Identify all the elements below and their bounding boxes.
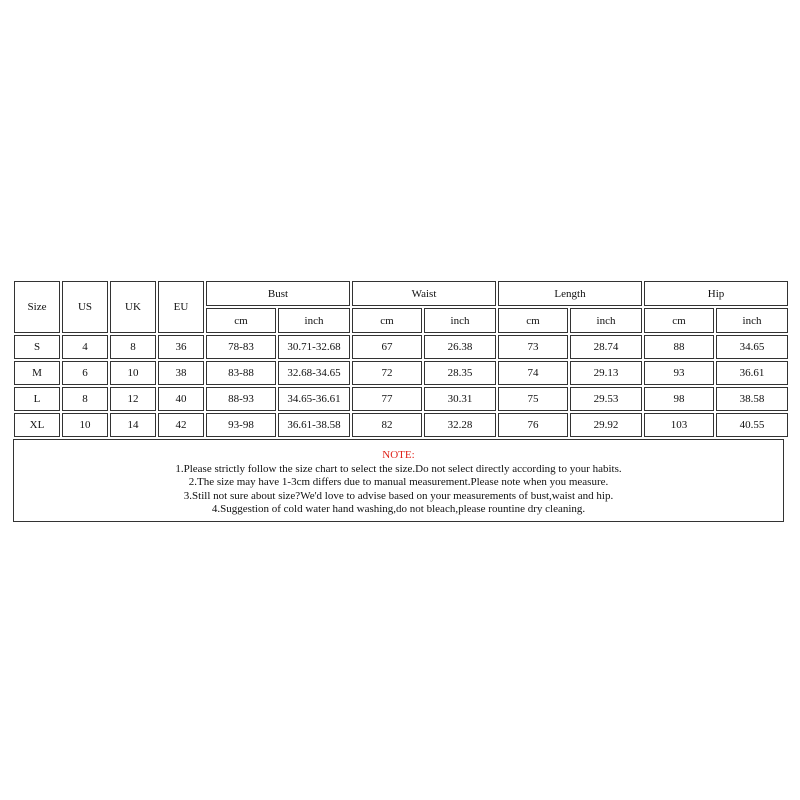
cell-hip-cm: 93	[644, 361, 714, 385]
cell-eu: 40	[158, 387, 204, 411]
cell-length-inch: 29.13	[570, 361, 642, 385]
cell-bust-cm: 88-93	[206, 387, 276, 411]
cell-size: XL	[14, 413, 60, 437]
size-chart	[12, 279, 787, 522]
header-row-groups	[14, 281, 788, 306]
header-length: Length	[498, 281, 642, 306]
cell-length-cm: 75	[498, 387, 568, 411]
note-line-4: 4.Suggestion of cold water hand washing,do not bleach,please rountine dry cleaning.	[211, 503, 586, 515]
cell-hip-cm: 103	[644, 413, 714, 437]
cell-bust-cm: 78-83	[206, 335, 276, 359]
header-waist-cm: cm	[352, 308, 422, 333]
cell-waist-cm: 82	[352, 413, 422, 437]
cell-hip-inch: 38.58	[716, 387, 788, 411]
cell-uk: 10	[110, 361, 156, 385]
header-eu: EU	[158, 281, 204, 333]
cell-size: L	[14, 387, 60, 411]
cell-eu: 36	[158, 335, 204, 359]
cell-bust-cm: 83-88	[206, 361, 276, 385]
cell-bust-inch: 34.65-36.61	[278, 387, 350, 411]
header-bust-inch: inch	[278, 308, 350, 333]
note-title: NOTE:	[382, 449, 415, 461]
cell-us: 4	[62, 335, 108, 359]
table-row	[14, 413, 788, 437]
header-waist: Waist	[352, 281, 496, 306]
cell-bust-inch: 30.71-32.68	[278, 335, 350, 359]
cell-waist-inch: 28.35	[424, 361, 496, 385]
cell-eu: 38	[158, 361, 204, 385]
cell-hip-inch: 34.65	[716, 335, 788, 359]
note-line-3: 3.Still not sure about size?We'd love to advise based on your measurements of bust,waist and hip.	[183, 489, 614, 502]
header-hip-cm: cm	[644, 308, 714, 333]
cell-length-inch: 28.74	[570, 335, 642, 359]
cell-hip-inch: 40.55	[716, 413, 788, 437]
header-hip-inch: inch	[716, 308, 788, 333]
size-rows	[14, 335, 788, 437]
cell-length-inch: 29.92	[570, 413, 642, 437]
cell-waist-cm: 72	[352, 361, 422, 385]
note-line-1: 1.Please strictly follow the size chart to select the size.Do not select directly according to your habits.	[175, 462, 622, 475]
cell-hip-cm: 98	[644, 387, 714, 411]
cell-waist-inch: 32.28	[424, 413, 496, 437]
cell-size: M	[14, 361, 60, 385]
cell-uk: 14	[110, 413, 156, 437]
note-line-2: 2.The size may have 1-3cm differs due to manual measurement.Please note when you measure.	[188, 476, 609, 488]
cell-bust-inch: 36.61-38.58	[278, 413, 350, 437]
header-bust-cm: cm	[206, 308, 276, 333]
cell-length-cm: 74	[498, 361, 568, 385]
header-us: US	[62, 281, 108, 333]
cell-bust-cm: 93-98	[206, 413, 276, 437]
header-uk: UK	[110, 281, 156, 333]
cell-us: 8	[62, 387, 108, 411]
header-length-cm: cm	[498, 308, 568, 333]
notes-box	[13, 439, 784, 522]
cell-uk: 12	[110, 387, 156, 411]
cell-hip-cm: 88	[644, 335, 714, 359]
cell-hip-inch: 36.61	[716, 361, 788, 385]
cell-waist-inch: 26.38	[424, 335, 496, 359]
cell-length-cm: 76	[498, 413, 568, 437]
header-hip: Hip	[644, 281, 788, 306]
cell-length-cm: 73	[498, 335, 568, 359]
cell-us: 10	[62, 413, 108, 437]
table-row	[14, 387, 788, 411]
cell-waist-cm: 67	[352, 335, 422, 359]
cell-eu: 42	[158, 413, 204, 437]
cell-waist-inch: 30.31	[424, 387, 496, 411]
header-bust: Bust	[206, 281, 350, 306]
table-row	[14, 361, 788, 385]
size-table	[12, 279, 790, 439]
header-waist-inch: inch	[424, 308, 496, 333]
header-size: Size	[14, 281, 60, 333]
cell-bust-inch: 32.68-34.65	[278, 361, 350, 385]
cell-us: 6	[62, 361, 108, 385]
cell-uk: 8	[110, 335, 156, 359]
header-length-inch: inch	[570, 308, 642, 333]
table-row	[14, 335, 788, 359]
cell-size: S	[14, 335, 60, 359]
cell-waist-cm: 77	[352, 387, 422, 411]
cell-length-inch: 29.53	[570, 387, 642, 411]
